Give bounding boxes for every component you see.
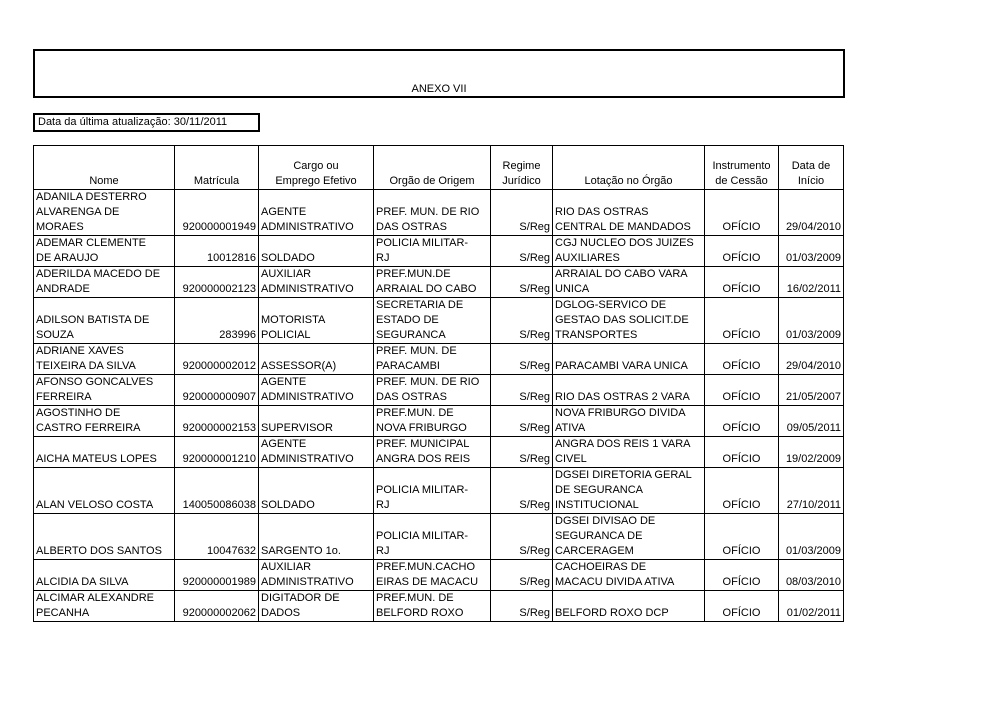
cell-instrumento: OFÍCIO (705, 514, 779, 560)
cell-lotacao: RIO DAS OSTRAS CENTRAL DE MANDADOS (553, 190, 705, 236)
cell-data-inicio: 01/03/2009 (779, 298, 844, 344)
cell-lotacao: RIO DAS OSTRAS 2 VARA (553, 375, 705, 406)
table-header-row (34, 146, 844, 190)
table-row (34, 437, 844, 468)
cell-cargo: AGENTE ADMINISTRATIVO (259, 190, 374, 236)
cell-matricula: 920000001210 (175, 437, 259, 468)
cell-lotacao: DGSEI DIVISAO DE SEGURANCA DE CARCERAGEM (553, 514, 705, 560)
cell-orgao-origem: PREF.MUN.DE ARRAIAL DO CABO (374, 267, 491, 298)
cell-data-inicio: 08/03/2010 (779, 560, 844, 591)
cell-regime: S/Reg (491, 437, 553, 468)
cell-regime: S/Reg (491, 514, 553, 560)
header-data-inicio: Data de Início (779, 146, 844, 190)
cell-nome: ADRIANE XAVES TEIXEIRA DA SILVA (34, 344, 175, 375)
cell-instrumento: OFÍCIO (705, 190, 779, 236)
cell-cargo: AGENTE ADMINISTRATIVO (259, 437, 374, 468)
cell-lotacao: DGLOG-SERVICO DE GESTAO DAS SOLICIT.DE TRANSPORTES (553, 298, 705, 344)
cell-matricula: 920000002062 (175, 591, 259, 622)
cell-orgao-origem: PREF. MUN. DE PARACAMBI (374, 344, 491, 375)
cell-matricula: 920000002153 (175, 406, 259, 437)
cell-instrumento: OFÍCIO (705, 437, 779, 468)
cell-regime: S/Reg (491, 468, 553, 514)
cell-regime: S/Reg (491, 267, 553, 298)
cell-data-inicio: 29/04/2010 (779, 344, 844, 375)
annex-title: ANEXO VII (411, 83, 467, 95)
cell-regime: S/Reg (491, 236, 553, 267)
table-row (34, 560, 844, 591)
cell-cargo: AUXILIAR ADMINISTRATIVO (259, 560, 374, 591)
header-instrumento: Instrumento de Cessão (705, 146, 779, 190)
header-matricula: Matrícula (175, 146, 259, 190)
cell-data-inicio: 09/05/2011 (779, 406, 844, 437)
cell-orgao-origem: PREF. MUN. DE RIO DAS OSTRAS (374, 375, 491, 406)
cell-regime: S/Reg (491, 344, 553, 375)
cell-regime: S/Reg (491, 375, 553, 406)
header-nome: Nome (34, 146, 175, 190)
cell-orgao-origem: PREF.MUN. DE NOVA FRIBURGO (374, 406, 491, 437)
cell-cargo: SOLDADO (259, 468, 374, 514)
cell-data-inicio: 29/04/2010 (779, 190, 844, 236)
cell-cargo: AGENTE ADMINISTRATIVO (259, 375, 374, 406)
cell-nome: ADILSON BATISTA DE SOUZA (34, 298, 175, 344)
cell-instrumento: OFÍCIO (705, 560, 779, 591)
cell-cargo: SOLDADO (259, 236, 374, 267)
cell-nome: AGOSTINHO DE CASTRO FERREIRA (34, 406, 175, 437)
cell-matricula: 10012816 (175, 236, 259, 267)
table-row (34, 344, 844, 375)
cell-instrumento: OFÍCIO (705, 591, 779, 622)
cell-orgao-origem: PREF.MUN. DE BELFORD ROXO (374, 591, 491, 622)
cell-matricula: 283996 (175, 298, 259, 344)
cell-orgao-origem: POLICIA MILITAR- RJ (374, 468, 491, 514)
cell-orgao-origem: POLICIA MILITAR- RJ (374, 514, 491, 560)
cell-orgao-origem: PREF. MUN. DE RIO DAS OSTRAS (374, 190, 491, 236)
cell-cargo: ASSESSOR(A) (259, 344, 374, 375)
header-cargo: Cargo ou Emprego Efetivo (259, 146, 374, 190)
table-row (34, 514, 844, 560)
cell-matricula: 920000002123 (175, 267, 259, 298)
cell-nome: AFONSO GONCALVES FERREIRA (34, 375, 175, 406)
cell-instrumento: OFÍCIO (705, 375, 779, 406)
cell-nome: ADEMAR CLEMENTE DE ARAUJO (34, 236, 175, 267)
cell-lotacao: ARRAIAL DO CABO VARA UNICA (553, 267, 705, 298)
cell-regime: S/Reg (491, 298, 553, 344)
cell-lotacao: ANGRA DOS REIS 1 VARA CIVEL (553, 437, 705, 468)
cell-lotacao: CACHOEIRAS DE MACACU DIVIDA ATIVA (553, 560, 705, 591)
header-orgao-origem: Orgão de Origem (374, 146, 491, 190)
cell-nome: AICHA MATEUS LOPES (34, 437, 175, 468)
cell-regime: S/Reg (491, 560, 553, 591)
cell-instrumento: OFÍCIO (705, 236, 779, 267)
cell-orgao-origem: SECRETARIA DE ESTADO DE SEGURANCA (374, 298, 491, 344)
cell-matricula: 920000002012 (175, 344, 259, 375)
cell-data-inicio: 01/02/2011 (779, 591, 844, 622)
table-row (34, 375, 844, 406)
cell-orgao-origem: PREF.MUN.CACHO EIRAS DE MACACU (374, 560, 491, 591)
table-row (34, 591, 844, 622)
cell-orgao-origem: POLICIA MILITAR- RJ (374, 236, 491, 267)
cell-matricula: 140050086038 (175, 468, 259, 514)
cell-lotacao: BELFORD ROXO DCP (553, 591, 705, 622)
cell-nome: ALCIMAR ALEXANDRE PECANHA (34, 591, 175, 622)
cell-cargo: MOTORISTA POLICIAL (259, 298, 374, 344)
cell-data-inicio: 19/02/2009 (779, 437, 844, 468)
table-row (34, 406, 844, 437)
cell-data-inicio: 21/05/2007 (779, 375, 844, 406)
cell-instrumento: OFÍCIO (705, 298, 779, 344)
cell-lotacao: DGSEI DIRETORIA GERAL DE SEGURANCA INSTITUCIONAL (553, 468, 705, 514)
cell-regime: S/Reg (491, 591, 553, 622)
cell-data-inicio: 01/03/2009 (779, 236, 844, 267)
cell-lotacao: NOVA FRIBURGO DIVIDA ATIVA (553, 406, 705, 437)
header-regime: Regime Jurídico (491, 146, 553, 190)
cell-instrumento: OFÍCIO (705, 406, 779, 437)
header-lotacao: Lotação no Órgão (553, 146, 705, 190)
cell-cargo: SUPERVISOR (259, 406, 374, 437)
cell-matricula: 920000001949 (175, 190, 259, 236)
cell-orgao-origem: PREF. MUNICIPAL ANGRA DOS REIS (374, 437, 491, 468)
cell-regime: S/Reg (491, 190, 553, 236)
cell-lotacao: PARACAMBI VARA UNICA (553, 344, 705, 375)
cell-nome: ALAN VELOSO COSTA (34, 468, 175, 514)
table-row (34, 298, 844, 344)
cell-data-inicio: 01/03/2009 (779, 514, 844, 560)
cell-instrumento: OFÍCIO (705, 468, 779, 514)
cell-data-inicio: 16/02/2011 (779, 267, 844, 298)
cell-data-inicio: 27/10/2011 (779, 468, 844, 514)
table-row (34, 267, 844, 298)
table-row (34, 468, 844, 514)
table-row (34, 236, 844, 267)
annex-title-box (33, 49, 845, 98)
cell-nome: ADERILDA MACEDO DE ANDRADE (34, 267, 175, 298)
cell-nome: ADANILA DESTERRO ALVARENGA DE MORAES (34, 190, 175, 236)
cell-cargo: DIGITADOR DE DADOS (259, 591, 374, 622)
cell-cargo: AUXILIAR ADMINISTRATIVO (259, 267, 374, 298)
cell-matricula: 920000000907 (175, 375, 259, 406)
staff-table (33, 145, 844, 622)
table-row (34, 190, 844, 236)
cell-cargo: SARGENTO 1o. (259, 514, 374, 560)
cell-instrumento: OFÍCIO (705, 344, 779, 375)
cell-lotacao: CGJ NUCLEO DOS JUIZES AUXILIARES (553, 236, 705, 267)
cell-matricula: 920000001989 (175, 560, 259, 591)
cell-nome: ALCIDIA DA SILVA (34, 560, 175, 591)
cell-nome: ALBERTO DOS SANTOS (34, 514, 175, 560)
cell-regime: S/Reg (491, 406, 553, 437)
cell-instrumento: OFÍCIO (705, 267, 779, 298)
cell-matricula: 10047632 (175, 514, 259, 560)
last-update-label: Data da última atualização: 30/11/2011 (33, 113, 260, 132)
